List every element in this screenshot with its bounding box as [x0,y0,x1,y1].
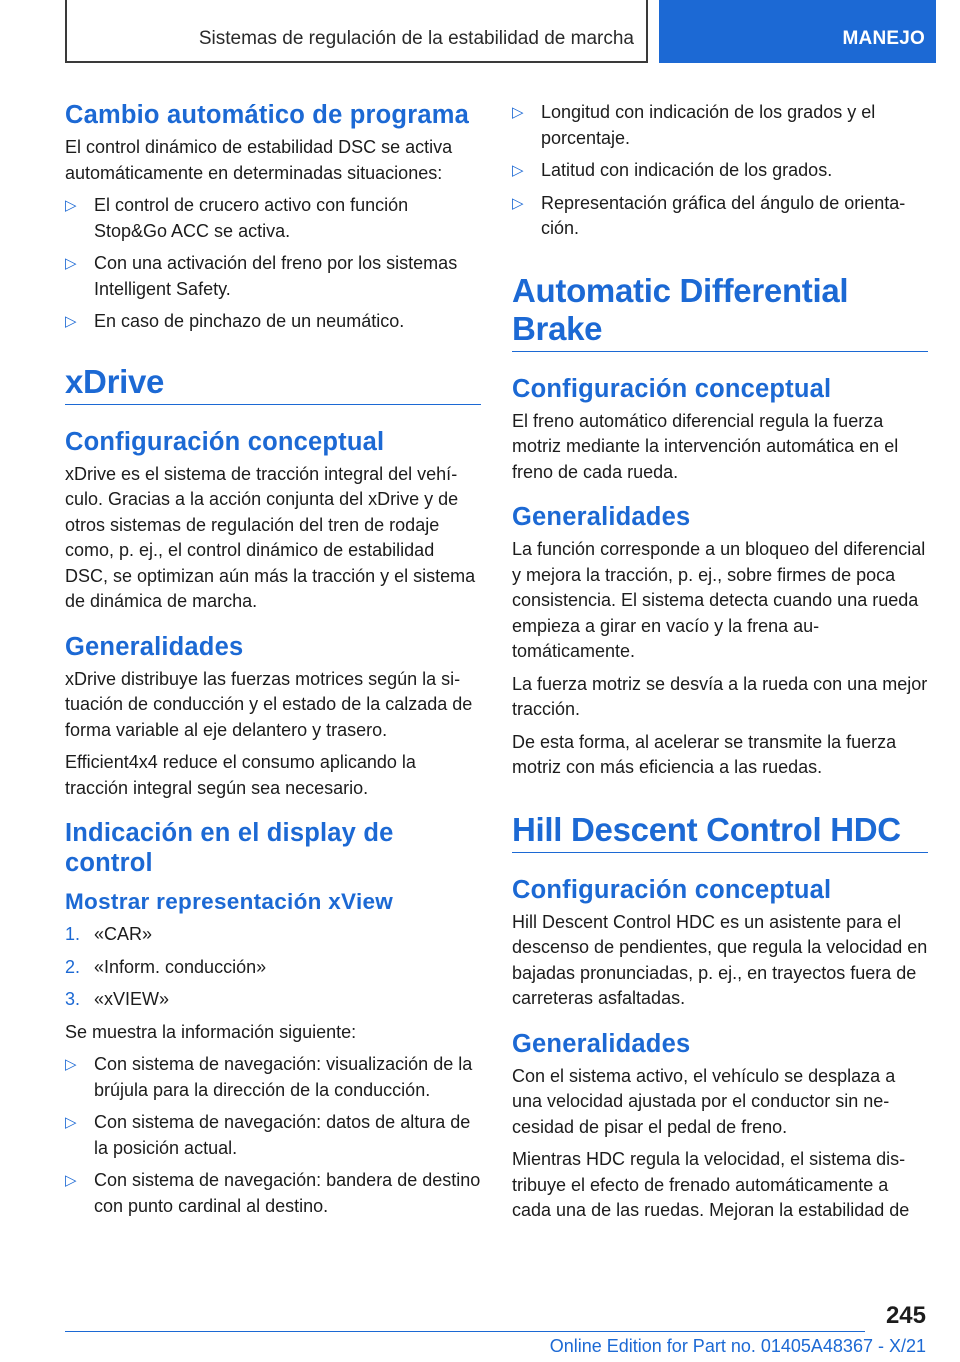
footer-edition-text: Online Edition for Part no. 01405A48367 - X/21 [549,1336,926,1356]
bullet-list [65,193,481,335]
list-item: ▷ Con sistema de navegación: bandera de destino con punto cardinal al destino. [65,1170,481,1216]
section-heading-general: Generalidades [512,503,691,531]
paragraph: El freno automático diferencial regula la fuerza motriz mediante la intervención automática en el freno de cada rueda. [512,410,899,482]
bullet-triangle-icon: ▷ [512,104,524,121]
paragraph: El control dinámico de estabilidad DSC se activa automáticamente en determinadas situaciones: [65,137,453,183]
bullet-list [65,1052,481,1219]
bullet-triangle-icon: ▷ [65,1056,77,1073]
chapter-heading-xdrive: xDrive [65,363,481,405]
paragraph: Mientras HDC regula la velocidad, el sistema distribuye el efecto de frenado automáticamente a cada una de las ruedas. Mejoran la estabilidad de [512,1149,910,1220]
section-heading-concept: Configuración conceptual [512,875,832,904]
right-column [512,100,928,1231]
paragraph: De esta forma, al acelerar se transmite la fuerza motriz con más eficiencia a las ruedas. [512,731,897,777]
list-item: ▷ Longitud con indicación de los grados y el porcentaje. [512,102,876,148]
section-heading-general: Generalidades [512,1029,691,1058]
list-item: ▷ En caso de pinchazo de un neumático. [65,309,481,335]
list-item: ▷ El control de crucero activo con función Stop&Go ACC se activa. [65,195,409,241]
paragraph: Se muestra la información siguiente: [65,1021,357,1042]
bullet-triangle-icon: ▷ [65,1172,77,1189]
paragraph: Hill Descent Control HDC es un asistente para el descenso de pendientes, que regula la velocidad en bajadas pronunciadas, p. ej., en trayectos fuera de carreteras asfaltadas. [512,911,928,1008]
section-tab-label: MANEJO [842,28,925,49]
bullet-triangle-icon: ▷ [512,194,524,212]
numbered-list [65,922,481,1013]
paragraph: La función corresponde a un bloqueo del diferencial y mejora la tracción, p. ej., sobre firmes de poca consistencia. El sistema detecta cuando una rueda empieza a girar en vacío y la frena automáticamente. [512,539,926,661]
chapter-heading-adb: Automatic Differential Brake [512,272,928,352]
section-heading-general: Generalidades [65,632,244,661]
list-item: 1. «CAR» [65,924,153,944]
paragraph: La fuerza motriz se desvía a la rueda con una mejor tracción. [512,673,928,719]
bullet-triangle-icon: ▷ [65,197,77,214]
bullet-triangle-icon: ▷ [65,313,77,330]
list-item: ▷ Representación gráfica del ángulo de orientación. [512,192,906,238]
bullet-list [512,100,928,242]
paragraph: Efficient4x4 reduce el consumo aplicando la tracción integral según sea necesario. [65,752,416,798]
section-heading-display: Indicación en el display de control [65,819,394,877]
section-heading-concept: Configuración conceptual [512,374,832,403]
header-box [65,0,648,63]
chapter-title: Sistemas de regulación de la estabilidad de marcha [198,28,634,49]
chapter-heading-hdc: Hill Descent Control HDC [512,811,928,853]
page-number: 245 [885,1302,926,1329]
bullet-triangle-icon: ▷ [512,162,524,179]
list-item: ▷ Con sistema de navegación: visualización de la brújula para la dirección de la conducción. [65,1054,473,1100]
section-tab[interactable] [659,0,936,63]
list-item: 3. «xVIEW» [65,989,170,1009]
bullet-triangle-icon: ▷ [65,255,77,272]
list-item: 2. «Inform. conducción» [65,956,267,977]
left-column [65,100,481,1226]
footer-divider [65,1331,865,1332]
list-item: ▷ Con sistema de navegación: datos de altura de la posición actual. [65,1112,471,1158]
list-item: ▷ Con una activación del freno por los sistemas Intelligent Safety. [65,253,458,299]
paragraph: xDrive es el sistema de tracción integral del vehículo. Gracias a la acción conjunta del xDrive y de otros sistemas de regulación del tren de rodaje como, p. ej., el control dinámico de estabilidad DSC, se optimizan aún más la tracción y el sistema de dinámica de marcha. [65,463,476,611]
paragraph: xDrive distribuye las fuerzas motrices según la situación de conducción y el estado de la calzada de forma variable al eje delantero y trasero. [65,668,473,740]
subsection-heading-xview: Mostrar representación xView [65,889,394,914]
section-heading-concept: Configuración conceptual [65,427,385,456]
list-item: ▷ Latitud con indicación de los grados. [512,158,928,184]
section-heading-program-change: Cambio automático de programa [65,101,469,129]
paragraph: Con el sistema activo, el vehículo se desplaza a una velocidad ajustada por el conductor sin necesidad de pisar el pedal de freno. [512,1065,896,1137]
bullet-triangle-icon: ▷ [65,1114,77,1131]
